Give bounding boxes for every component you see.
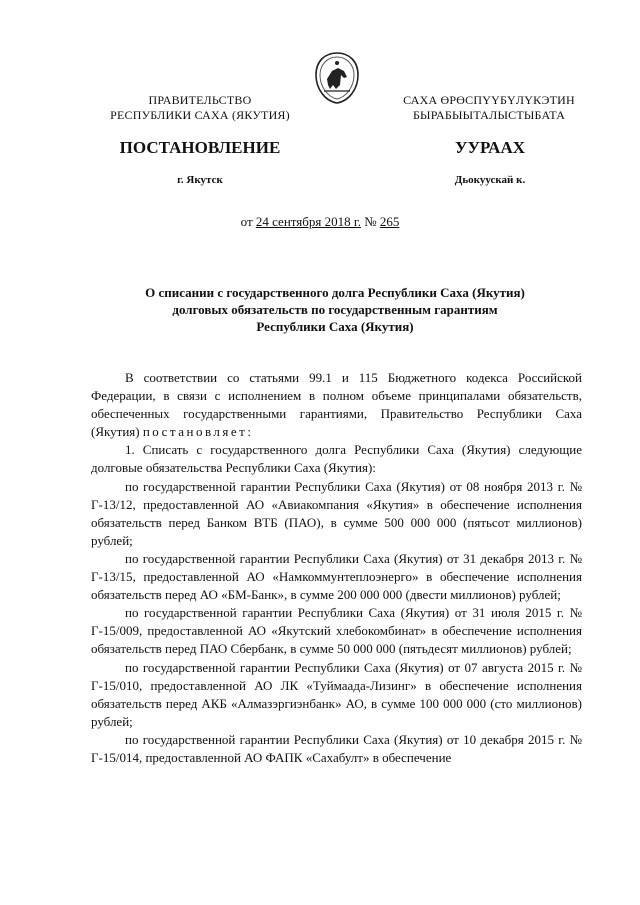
document-body [91, 369, 582, 767]
doc-title-sah: УУРААХ [455, 138, 525, 157]
government-name-ru [92, 93, 308, 123]
document-number: 265 [379, 214, 400, 229]
guarantee-item-5: по государственной гарантии Республики Саха (Якутия) от 10 декабря 2015 г. № Г-15/014, предоставленной АО ФАПК «Сахабулт» в обеспечение [91, 731, 582, 765]
city-sah: Дьокуускай к. [454, 174, 526, 186]
subject-line1: О списании с государственного долга Республики Саха (Якутия) [145, 285, 525, 300]
guarantee-item-2: по государственной гарантии Республики Саха (Якутия) от 31 декабря 2013 г. № Г-13/15, предоставленной АО «Намкоммунтеплоэнерго» в обеспечение исполнения обязательств перед АО «БМ-Банк», в сумме 200 000 000 (двести миллионов) рублей; [91, 550, 582, 603]
government-name-sah-line1: САХА ӨРӨСПҮҮБҮЛҮКЭТИН [403, 93, 575, 107]
preamble-paragraph [91, 369, 582, 441]
document-date: 24 сентября 2018 г. [255, 214, 361, 229]
coat-of-arms-icon [314, 51, 360, 105]
subject-line2: долговых обязательств по государственным гарантиям [172, 302, 498, 317]
date-number-line [0, 214, 640, 230]
city-ru: г. Якутск [177, 174, 223, 186]
resolves-word: постановляет: [142, 424, 254, 440]
clause-1: 1. Списать с государственного долга Республики Саха (Якутия) следующие долговые обязательства Республики Саха (Якутия): [91, 442, 582, 476]
subject-line3: Республики Саха (Якутия) [256, 319, 414, 334]
doc-title-ru: ПОСТАНОВЛЕНИЕ [119, 138, 281, 157]
guarantee-item-4: по государственной гарантии Республики Саха (Якутия) от 07 августа 2015 г. № Г-15/010, предоставленной АО ЛК «Туймаада-Лизинг» в обеспечение исполнения обязательств перед АКБ «Алмазэргиэнбанк» АО, в сумме 100 000 000 (сто миллионов) рублей; [91, 659, 582, 729]
date-prefix: от [240, 214, 253, 229]
government-name-sah [381, 93, 597, 123]
number-sign: № [364, 214, 377, 229]
government-name-sah-line2: БЫРАБЫЫТАЛЫСТЫБАТА [412, 108, 566, 122]
guarantee-item-3: по государственной гарантии Республики Саха (Якутия) от 31 июля 2015 г. № Г-15/009, предоставленной АО «Якутский хлебокомбинат» в обеспечение исполнения обязательств перед ПАО Сбербанк, в сумме 50 000 000 (пятьдесят миллионов) рублей; [91, 605, 582, 657]
government-name-ru-line1: ПРАВИТЕЛЬСТВО [148, 93, 252, 107]
guarantee-item-1: по государственной гарантии Республики Саха (Якутия) от 08 ноября 2013 г. № Г-13/12, предоставленной АО «Авиакомпания «Якутия» в обеспечение исполнения обязательств перед Банком ВТБ (ПАО), в сумме 500 000 000 (пятьсот миллионов) рублей; [91, 478, 582, 548]
government-name-ru-line2: РЕСПУБЛИКИ САХА (ЯКУТИЯ) [110, 108, 290, 122]
document-subject [100, 284, 570, 335]
preamble-text: В соответствии со статьями 99.1 и 115 Бюджетного кодекса Российской Федерации, в связи с исполнением в полном объеме принципалами обязательств, обеспеченных государственными гарантиями, Правительство Республики Саха (Якутия) [91, 370, 582, 440]
